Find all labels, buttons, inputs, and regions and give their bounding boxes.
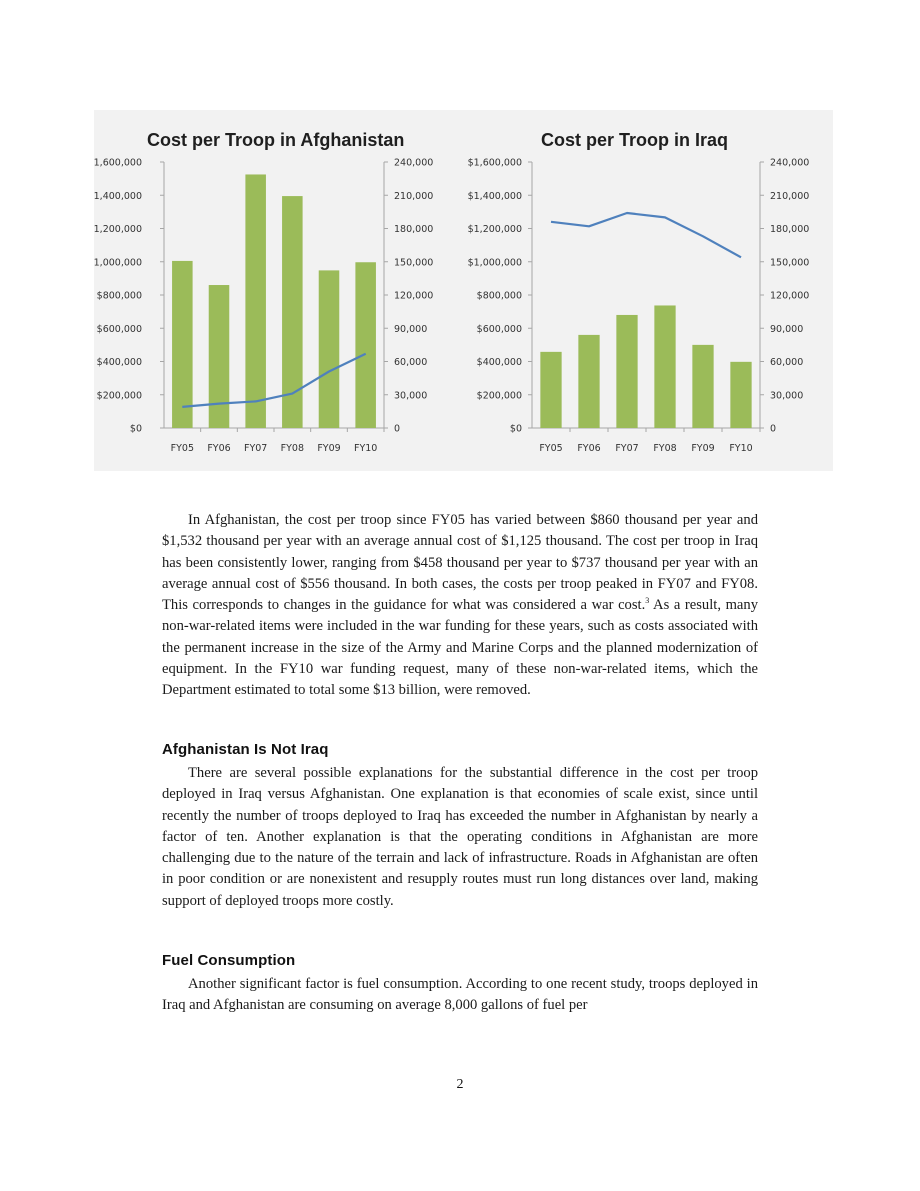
chart2-bar	[730, 362, 751, 428]
chart1-left-tick-label: $200,000	[96, 390, 142, 402]
paragraph-explanations	[162, 763, 758, 912]
chart2-line-series	[551, 213, 741, 257]
paragraph-1-text-continued: As a result, many non-war-related items were included in the war funding for these years, such as costs associated with the permanent increase in the size of the Army and Marine Corps and the planned modernization of equipment. In the FY10 war funding request, many of these non-war-related items, which the Department estimated to total some $13 billion, were removed.	[162, 597, 759, 699]
chart1-category-label: FY08	[280, 443, 305, 454]
chart1-right-tick-label: 150,000	[394, 257, 434, 269]
chart2-category-label: FY08	[653, 443, 677, 454]
chart2-title: Cost per Troop in Iraq	[541, 130, 729, 150]
chart1-title: Cost per Troop in Afghanistan	[147, 130, 405, 150]
chart1-bar	[172, 261, 193, 428]
chart1-category-label: FY06	[207, 443, 231, 454]
chart1-left-tick-label: $600,000	[96, 323, 142, 335]
chart2-left-tick-label: $800,000	[476, 290, 522, 302]
chart1-bar	[355, 262, 376, 428]
chart1-left-tick-label: 1,000,000	[94, 257, 142, 269]
footnote-marker: 3	[645, 596, 650, 606]
chart1-right-tick-label: 240,000	[394, 157, 434, 169]
chart2-bar	[616, 315, 637, 428]
page-number: 2	[456, 1077, 464, 1092]
chart1-category-label: FY07	[243, 443, 268, 454]
paragraph-cost-comparison	[162, 510, 758, 702]
chart2-bar	[540, 352, 561, 428]
chart2-bar	[654, 305, 675, 428]
chart1-right-tick-label: 210,000	[394, 190, 434, 202]
charts-canvas	[94, 110, 833, 471]
chart2-left-tick-label: $1,600,000	[467, 157, 522, 169]
chart1-category-label: FY09	[317, 443, 341, 454]
chart1-category-label: FY05	[170, 443, 195, 454]
chart2-right-tick-label: 0	[770, 423, 777, 435]
chart1-right-tick-label: 30,000	[394, 390, 428, 402]
chart2-bar	[692, 345, 713, 428]
chart1-right-tick-label: 180,000	[394, 224, 434, 235]
chart2-right-tick-label: 30,000	[770, 390, 804, 402]
chart1-left-tick-label: 1,200,000	[94, 224, 142, 235]
chart1-bar	[209, 285, 230, 428]
chart1-right-tick-label: 90,000	[394, 323, 428, 335]
section-heading-fuel-consumption: Fuel Consumption	[162, 952, 296, 969]
chart2-right-tick-label: 210,000	[770, 190, 810, 202]
chart2-left-tick-label: $1,000,000	[467, 257, 522, 269]
paragraph-2-text: There are several possible explanations for the substantial difference in the cost per troop deployed in Iraq versus Afghanistan. One explanation is that economies of scale exist, since until recently the number of troops deployed to Iraq has exceeded the number in Afghanistan by nearly a factor of ten. Another explanation is that the operating conditions in Afghanistan are more challenging due to the nature of the terrain and lack of infrastructure. Roads in Afghanistan are often in poor condition or are nonexistent and resupply routes must run long distances over land, making support of deployed troops more costly.	[162, 765, 758, 909]
chart2-left-tick-label: $1,400,000	[467, 190, 522, 202]
paragraph-1-text: In Afghanistan, the cost per troop since FY05 has varied between $860 thousand per year and $1,532 thousand per year with an average annual cost of $1,125 thousand. The cost per troop in Iraq has been consistently lower, ranging from $458 thousand per year to $737 thousand per year with an average annual cost of $556 thousand. In both cases, the costs per troop peaked in FY07 and FY08. This corresponds to changes in the guidance for what was considered a war cost.	[162, 512, 758, 614]
chart1-right-tick-label: 120,000	[394, 290, 434, 302]
chart2-left-tick-label: $400,000	[476, 357, 522, 368]
chart2-left-tick-label: $200,000	[476, 390, 522, 402]
chart2-category-label: FY10	[729, 443, 753, 454]
chart1-category-label: FY10	[353, 443, 378, 454]
chart1-left-tick-label: 1,600,000	[94, 157, 142, 169]
chart2-right-tick-label: 90,000	[770, 323, 804, 335]
chart2-category-label: FY05	[539, 443, 563, 454]
chart2-right-tick-label: 120,000	[770, 290, 810, 302]
chart1-left-tick-label: 1,400,000	[94, 190, 142, 202]
chart1-left-tick-label: $0	[129, 423, 142, 435]
chart2-bar	[578, 335, 599, 428]
chart1-right-tick-label: 60,000	[394, 357, 428, 368]
chart2-right-tick-label: 150,000	[770, 257, 810, 269]
chart2-category-label: FY06	[577, 443, 601, 454]
chart2-right-tick-label: 180,000	[770, 224, 810, 235]
chart2-left-tick-label: $1,200,000	[467, 224, 522, 235]
chart1-bar	[319, 270, 340, 428]
chart1-right-tick-label: 0	[394, 423, 401, 435]
chart2-category-label: FY09	[691, 443, 715, 454]
paragraph-3-text: Another significant factor is fuel consumption. According to one recent study, troops deployed in Iraq and Afghanistan are consuming on average 8,000 gallons of fuel per	[162, 976, 758, 1014]
paragraph-fuel	[162, 974, 758, 1017]
chart2-category-label: FY07	[615, 443, 639, 454]
chart1-left-tick-label: $400,000	[96, 357, 142, 368]
cost-per-troop-figure	[94, 110, 833, 471]
chart2-left-tick-label: $0	[509, 423, 522, 435]
chart2-left-tick-label: $600,000	[476, 323, 522, 335]
chart1-bar	[245, 174, 266, 428]
chart2-right-tick-label: 240,000	[770, 157, 810, 169]
chart2-right-tick-label: 60,000	[770, 357, 804, 368]
chart1-left-tick-label: $800,000	[96, 290, 142, 302]
section-heading-afghanistan-not-iraq: Afghanistan Is Not Iraq	[162, 741, 329, 758]
